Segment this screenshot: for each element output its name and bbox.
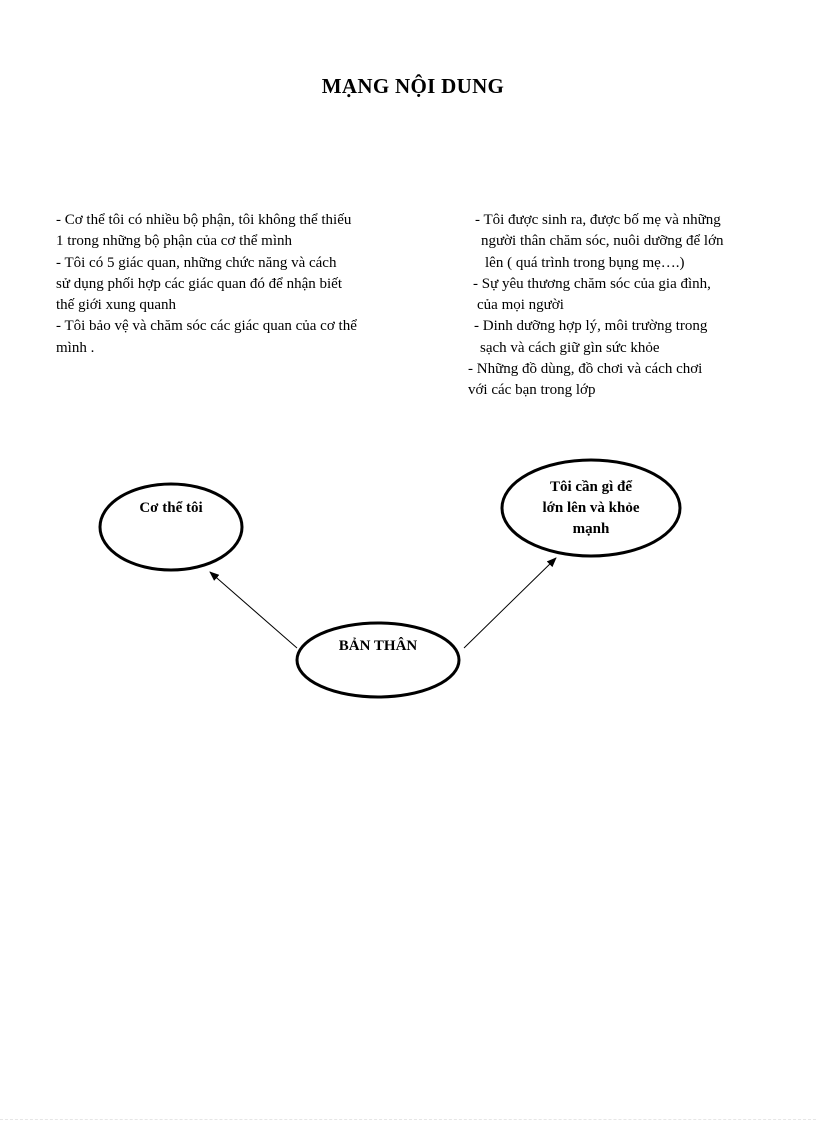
arrow-to-left-node	[210, 572, 297, 648]
node-center-label: BẢN THÂN	[338, 638, 418, 654]
node-right-label-line: lớn lên và khỏe	[542, 500, 640, 516]
right-line: của mọi người	[477, 297, 564, 314]
right-line: - Tôi được sinh ra, được bố mẹ và những	[475, 212, 721, 228]
right-line: - Những đồ dùng, đồ chơi và cách chơi	[468, 361, 703, 378]
right-line: với các bạn trong lớp	[468, 382, 596, 399]
right-line: sạch và cách giữ gìn sức khỏe	[480, 339, 660, 356]
page-title: MẠNG NỘI DUNG	[321, 74, 505, 98]
node-right-label	[502, 477, 680, 540]
arrow-to-right-node	[464, 558, 556, 648]
right-line: - Dinh dưỡng hợp lý, môi trường trong	[474, 318, 708, 335]
right-line: người thân chăm sóc, nuôi dưỡng để lớn	[481, 233, 724, 250]
page-bottom-divider	[0, 1119, 816, 1120]
right-line: - Sự yêu thương chăm sóc của gia đình,	[473, 275, 711, 292]
node-right-label-line: Tôi cần gì để	[549, 479, 633, 495]
left-line: 1 trong những bộ phận của cơ thể mình	[56, 233, 293, 250]
node-left-ellipse	[100, 484, 242, 570]
left-line: mình .	[56, 339, 95, 356]
node-right-label-line: mạnh	[572, 521, 610, 537]
left-line: thế giới xung quanh	[56, 297, 176, 314]
left-line: sử dụng phối hợp các giác quan đó để nhận biết	[56, 275, 342, 292]
left-line: - Tôi bảo vệ và chăm sóc các giác quan của cơ thể	[56, 318, 357, 335]
node-left-label: Cơ thể tôi	[139, 500, 203, 516]
right-line: lên ( quá trình trong bụng mẹ….)	[485, 254, 685, 271]
left-line: - Tôi có 5 giác quan, những chức năng và cách	[56, 254, 337, 271]
node-center-ellipse	[297, 623, 459, 697]
left-line: - Cơ thể tôi có nhiều bộ phận, tôi không thể thiếu	[56, 212, 352, 228]
